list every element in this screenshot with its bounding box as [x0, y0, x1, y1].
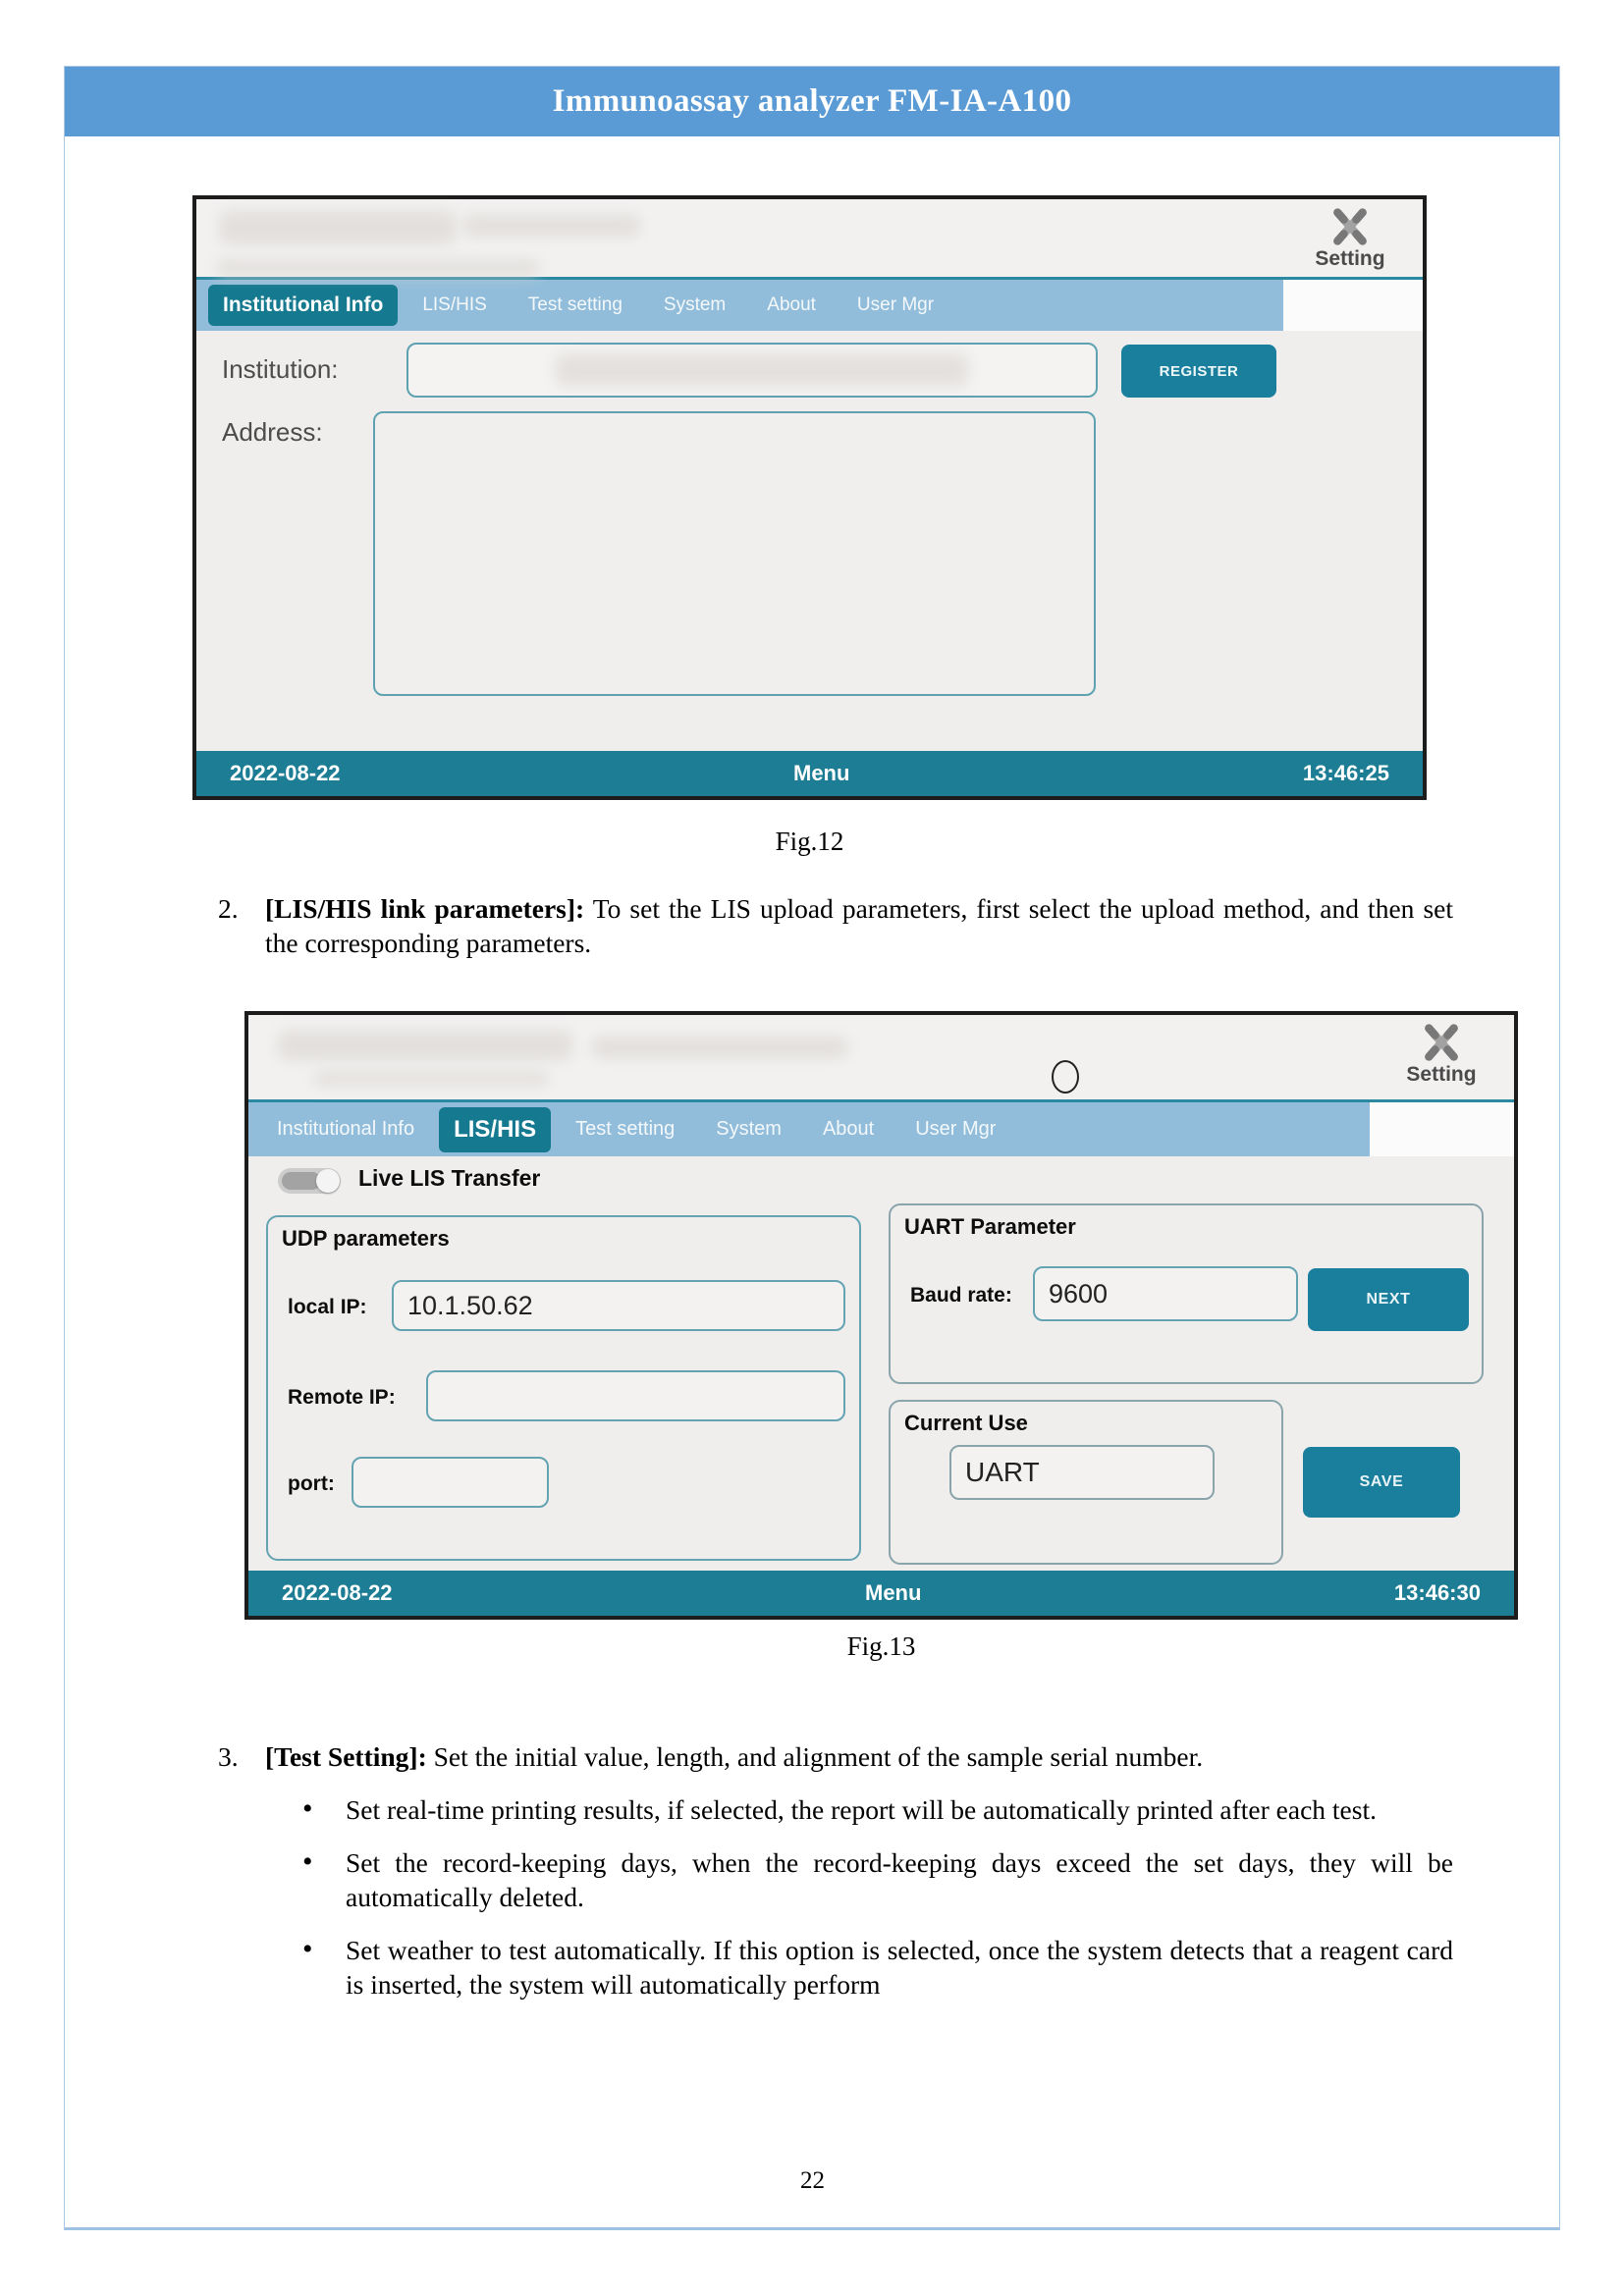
register-button[interactable]: REGISTER: [1121, 345, 1276, 398]
bullet-item: • Set the record-keeping days, when the record-keeping days exceed the set days, they will be automatically deleted.: [300, 1845, 1453, 1914]
tab-institutional-info[interactable]: Institutional Info: [208, 285, 398, 326]
tab-about[interactable]: About: [822, 1118, 875, 1140]
fig12-screenshot: [192, 195, 1427, 800]
tab-about[interactable]: About: [767, 294, 816, 315]
current-use-title: Current Use: [904, 1411, 1028, 1435]
baud-rate-input[interactable]: 9600: [1033, 1266, 1298, 1321]
list-item-3: [218, 1739, 1453, 2002]
tab-institutional-info[interactable]: Institutional Info: [277, 1118, 415, 1140]
item2-bold-label: [LIS/HIS link parameters]:: [265, 893, 585, 924]
udp-group-title: UDP parameters: [282, 1226, 450, 1251]
redacted-text: [216, 260, 540, 276]
item2-number: 2.: [218, 893, 239, 924]
fig13-tab-row: [248, 1102, 1514, 1156]
setting-button[interactable]: [1301, 207, 1399, 271]
tab-test-setting[interactable]: Test setting: [575, 1118, 676, 1140]
page-header-bar: [65, 67, 1559, 136]
bullet-item: • Set weather to test automatically. If this option is selected, once the system detects that a reagent card is inserted, the system will automatically perform: [300, 1933, 1453, 2002]
fig13-screenshot: [244, 1011, 1518, 1620]
tab-user-mgr[interactable]: User Mgr: [915, 1118, 997, 1140]
redacted-text: [463, 215, 640, 237]
fig12-content: [196, 331, 1423, 751]
toggle-track: [282, 1172, 321, 1190]
local-ip-label: local IP:: [288, 1296, 367, 1318]
live-lis-toggle[interactable]: [278, 1168, 341, 1194]
tab-lis-his[interactable]: LIS/HIS: [422, 294, 487, 315]
uart-parameter-group: [889, 1203, 1484, 1384]
status-date: 2022-08-22: [282, 1580, 393, 1605]
redacted-logo: [278, 1031, 572, 1060]
remote-ip-label: Remote IP:: [288, 1386, 396, 1409]
udp-parameters-group: [266, 1215, 861, 1561]
setting-x-icon: [1328, 207, 1372, 246]
list-item-2: [218, 891, 1453, 960]
tab-lis-his[interactable]: LIS/HIS: [439, 1107, 551, 1152]
current-use-input[interactable]: UART: [949, 1445, 1215, 1500]
redacted-text: [313, 1072, 549, 1086]
item3-paragraph: [218, 1739, 1453, 1774]
fig12-caption: Fig.12: [775, 827, 844, 856]
circle-mark: [1052, 1060, 1079, 1094]
address-label: Address:: [222, 417, 323, 447]
item3-number: 3.: [218, 1741, 239, 1772]
setting-label: Setting: [1315, 247, 1385, 270]
bullet-item: • Set real-time printing results, if selected, the report will be automatically printed after each test.: [300, 1792, 1453, 1827]
address-textarea[interactable]: [373, 411, 1096, 696]
uart-group-title: UART Parameter: [904, 1214, 1076, 1239]
institution-label: Institution:: [222, 354, 339, 384]
tab-test-setting[interactable]: Test setting: [527, 294, 623, 315]
item3-text: Set the initial value, length, and alignment of the sample serial number.: [433, 1741, 1204, 1772]
fig12-status-bar: [196, 751, 1423, 796]
tab-system[interactable]: System: [716, 1118, 782, 1140]
toggle-knob: [316, 1169, 340, 1193]
fig13-header-area: [248, 1015, 1514, 1099]
item3-bold-label: [Test Setting]:: [265, 1741, 427, 1772]
current-use-group: [889, 1400, 1283, 1565]
save-button[interactable]: SAVE: [1303, 1447, 1460, 1518]
status-time: 13:46:25: [1302, 761, 1389, 785]
fig13-status-bar: [248, 1571, 1514, 1616]
status-time: 13:46:30: [1393, 1580, 1481, 1605]
fig12-tab-row: [196, 280, 1423, 331]
setting-label: Setting: [1406, 1063, 1477, 1086]
menu-button[interactable]: Menu: [865, 1580, 922, 1605]
fig12-header-area: [196, 199, 1423, 277]
setting-button[interactable]: [1392, 1023, 1490, 1087]
redacted-text: [592, 1037, 847, 1058]
item2-paragraph: [218, 891, 1453, 960]
fig12-tabbar: [196, 280, 1283, 331]
fig13-content: [248, 1156, 1514, 1571]
page-title: Immunoassay analyzer FM-IA-A100: [552, 83, 1072, 119]
remote-ip-input[interactable]: [426, 1370, 845, 1421]
port-input[interactable]: [352, 1457, 549, 1508]
redacted-value: [556, 354, 968, 386]
page-number: 22: [800, 2167, 825, 2194]
setting-x-icon: [1420, 1023, 1463, 1062]
institution-input[interactable]: [406, 343, 1098, 398]
baud-rate-label: Baud rate:: [910, 1284, 1012, 1307]
local-ip-input[interactable]: 10.1.50.62: [392, 1280, 845, 1331]
next-button[interactable]: NEXT: [1308, 1268, 1469, 1331]
item2-text: To set the LIS upload parameters, first select the upload method, and then set the corresponding parameters.: [265, 893, 1454, 958]
status-date: 2022-08-22: [230, 761, 341, 785]
redacted-logo: [220, 211, 456, 244]
menu-button[interactable]: Menu: [793, 761, 850, 785]
fig13-tabbar: [248, 1102, 1370, 1156]
port-label: port:: [288, 1472, 335, 1495]
tab-system[interactable]: System: [663, 294, 727, 315]
live-lis-toggle-label: Live LIS Transfer: [358, 1165, 541, 1191]
tab-user-mgr[interactable]: User Mgr: [856, 294, 935, 315]
fig13-caption: Fig.13: [846, 1631, 916, 1661]
